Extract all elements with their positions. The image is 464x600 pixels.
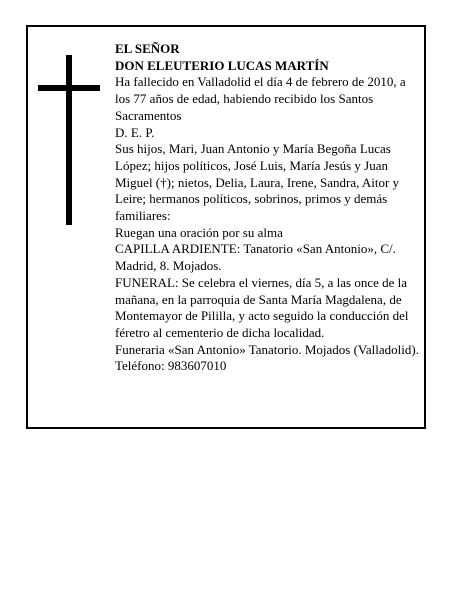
- cross-vertical-bar: [66, 55, 72, 225]
- prayer-request: Ruegan una oración por su alma: [115, 224, 283, 240]
- funeral-info: FUNERAL: Se celebra el viernes, día 5, a las once de la mañana, en la parroquia de Santa María Magdalena, de Montemayor de Pililla, y acto seguido la conducción del féretro al cementerio de dicha localidad.: [115, 274, 409, 340]
- rip-line: D. E. P.: [115, 124, 155, 140]
- family-list: Sus hijos, Mari, Juan Antonio y María Begoña Lucas López; hijos políticos, José Luis, María Jesús y Juan Miguel (†); nietos, Delia, Laura, Irene, Sandra, Aitor y Leire; hermanos políticos, sobrinos, primos y demás familiares:: [115, 141, 400, 224]
- chapel-info: CAPILLA ARDIENTE: Tanatorio «San Antonio», C/. Madrid, 8. Mojados.: [115, 241, 396, 274]
- notice-title: EL SEÑOR: [115, 41, 180, 56]
- obituary-notice: [26, 25, 426, 429]
- funeral-home-info: Funeraria «San Antonio» Tanatorio. Mojados (Valladolid). Teléfono: 983607010: [115, 341, 419, 374]
- cross-horizontal-bar: [38, 85, 100, 91]
- death-announcement: Ha fallecido en Valladolid el día 4 de febrero de 2010, a los 77 años de edad, habiendo recibido los Santos Sacramentos: [115, 74, 406, 123]
- deceased-name: DON ELEUTERIO LUCAS MARTÍN: [115, 57, 329, 73]
- notice-text: [115, 41, 423, 375]
